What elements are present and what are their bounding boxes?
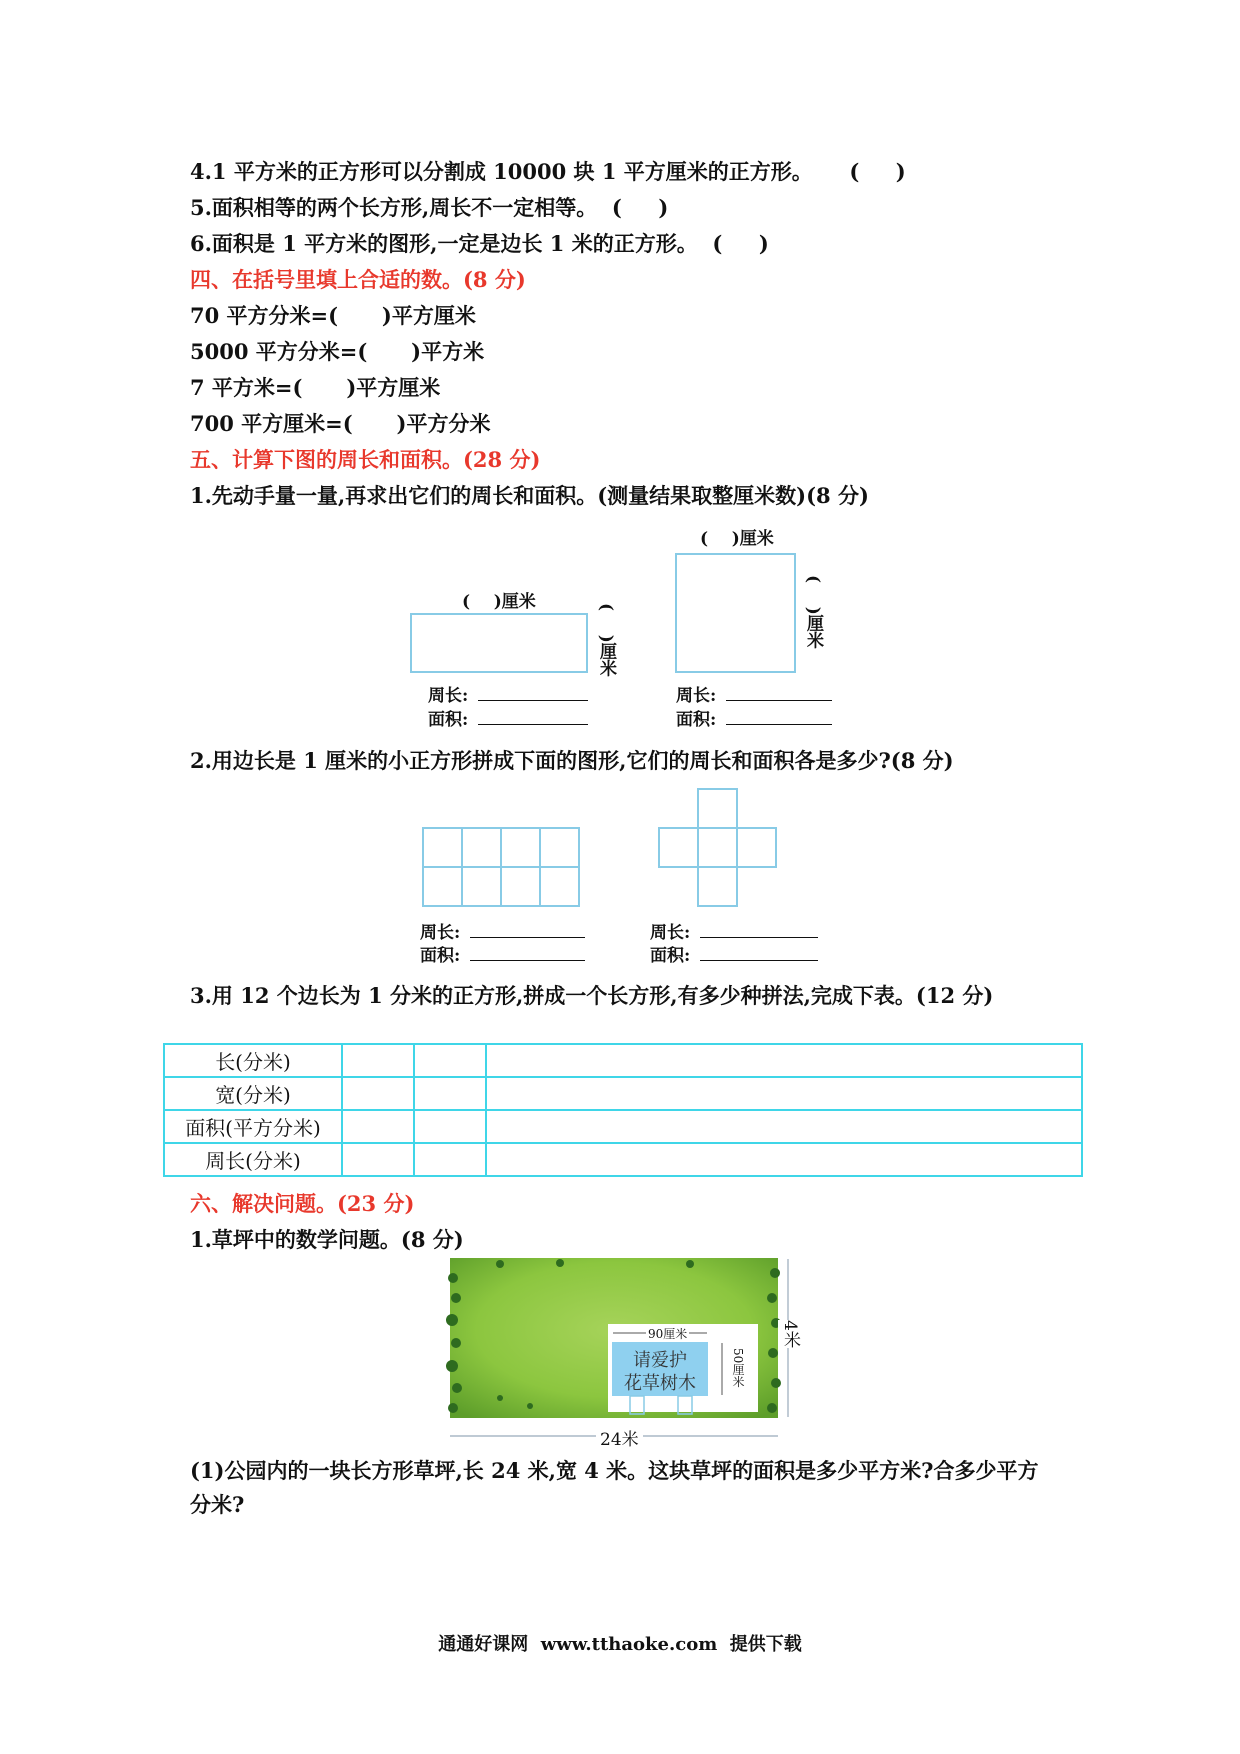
- rect-area-label: 面积:: [428, 710, 469, 730]
- rect-area-blank: [478, 724, 588, 725]
- section-6-subquestion-1-line-1: (1)公园内的一块长方形草坪,长 24 米,宽 4 米。这块草坪的面积是多少平方米?合多少平方: [190, 1458, 1039, 1483]
- rect-length-label: ( )厘米: [462, 592, 536, 612]
- table-cell[interactable]: [414, 1077, 486, 1110]
- table-row-header: 宽(分米): [164, 1077, 342, 1110]
- page-footer: 通通好课网 www.tthaoke.com 提供下载: [438, 1634, 802, 1655]
- fill-item-2: 5000 平方分米=( )平方米: [190, 339, 485, 364]
- fill-item-4: 700 平方厘米=( )平方分米: [190, 411, 491, 436]
- grid-cell: [461, 866, 502, 907]
- sign-height-label: 50厘米: [731, 1348, 745, 1388]
- rect-perimeter-blank: [478, 700, 588, 701]
- rect-perimeter-label: 周长:: [428, 686, 469, 706]
- grid-cell: [539, 866, 580, 907]
- lawn-height-label: 4米: [778, 1320, 803, 1348]
- grid-cell: [500, 827, 541, 868]
- square-side-right-label: ( )厘米: [803, 575, 823, 649]
- grid2-area-label: 面积:: [650, 946, 691, 966]
- table-cell[interactable]: [486, 1077, 1082, 1110]
- sign-width-label: 90厘米: [648, 1327, 688, 1341]
- table-cell[interactable]: [486, 1044, 1082, 1077]
- grid-cell: [461, 827, 502, 868]
- table-cell[interactable]: [486, 1143, 1082, 1176]
- grid-cell: [736, 827, 777, 868]
- section-5-title: 五、计算下图的周长和面积。(28 分): [190, 447, 541, 472]
- judge-question-6: 6.面积是 1 平方米的图形,一定是边长 1 米的正方形。 ( ): [190, 231, 769, 256]
- section-6-title: 六、解决问题。(23 分): [190, 1191, 415, 1216]
- square-area-label: 面积:: [676, 710, 717, 730]
- grid1-perimeter-blank: [470, 937, 585, 938]
- rect-width-label: ( )厘米: [596, 603, 616, 677]
- table-row: [164, 1143, 1082, 1176]
- table-row: [164, 1044, 1082, 1077]
- grid1-perimeter-label: 周长:: [420, 923, 461, 943]
- grid-cell: [697, 788, 738, 829]
- table-cell[interactable]: [342, 1044, 414, 1077]
- section-5-question-3: 3.用 12 个边长为 1 分米的正方形,拼成一个长方形,有多少种拼法,完成下表。(12 分): [190, 983, 994, 1008]
- rectangle-arrangement-table: [163, 1043, 1083, 1177]
- table-row: [164, 1110, 1082, 1143]
- judge-question-5: 5.面积相等的两个长方形,周长不一定相等。 ( ): [190, 195, 669, 220]
- fill-item-3: 7 平方米=( )平方厘米: [190, 375, 441, 400]
- table-cell[interactable]: [342, 1143, 414, 1176]
- grid1-area-label: 面积:: [420, 946, 461, 966]
- square-side-top-label: ( )厘米: [700, 529, 774, 549]
- section-6-subquestion-1-line-2: 分米?: [190, 1492, 245, 1517]
- grid-cell: [658, 827, 699, 868]
- square-perimeter-label: 周长:: [676, 686, 717, 706]
- section-6-question-1: 1.草坪中的数学问题。(8 分): [190, 1227, 464, 1252]
- sign-text-line-1: 请爱护: [633, 1350, 687, 1371]
- grid-cell: [697, 866, 738, 907]
- square-perimeter-blank: [726, 700, 832, 701]
- table-cell[interactable]: [342, 1110, 414, 1143]
- grid-cell: [422, 866, 463, 907]
- grid2-area-blank: [700, 960, 818, 961]
- grid2-perimeter-blank: [700, 937, 818, 938]
- fill-item-1: 70 平方分米=( )平方厘米: [190, 303, 476, 328]
- sign-text-line-2: 花草树木: [624, 1373, 696, 1394]
- grid-cell: [539, 827, 580, 868]
- table-row: [164, 1077, 1082, 1110]
- table-cell[interactable]: [414, 1110, 486, 1143]
- rectangle-figure: [410, 613, 588, 673]
- section-4-title: 四、在括号里填上合适的数。(8 分): [190, 267, 526, 292]
- judge-question-4: 4.1 平方米的正方形可以分割成 10000 块 1 平方厘米的正方形。 ( ): [190, 159, 906, 184]
- section-5-question-2: 2.用边长是 1 厘米的小正方形拼成下面的图形,它们的周长和面积各是多少?(8 分): [190, 748, 954, 773]
- square-figure: [675, 553, 796, 673]
- table-cell[interactable]: [486, 1110, 1082, 1143]
- square-area-blank: [726, 724, 832, 725]
- grid2-perimeter-label: 周长:: [650, 923, 691, 943]
- table-cell[interactable]: [414, 1044, 486, 1077]
- table-cell[interactable]: [414, 1143, 486, 1176]
- table-row-header: 面积(平方分米): [164, 1110, 342, 1143]
- grid1-area-blank: [470, 960, 585, 961]
- lawn-width-label: 24米: [596, 1425, 643, 1450]
- grid-cell: [500, 866, 541, 907]
- table-row-header: 周长(分米): [164, 1143, 342, 1176]
- table-row-header: 长(分米): [164, 1044, 342, 1077]
- table-cell[interactable]: [342, 1077, 414, 1110]
- section-5-question-1: 1.先动手量一量,再求出它们的周长和面积。(测量结果取整厘米数)(8 分): [190, 483, 869, 508]
- grid-cell: [422, 827, 463, 868]
- grid-cell: [697, 827, 738, 868]
